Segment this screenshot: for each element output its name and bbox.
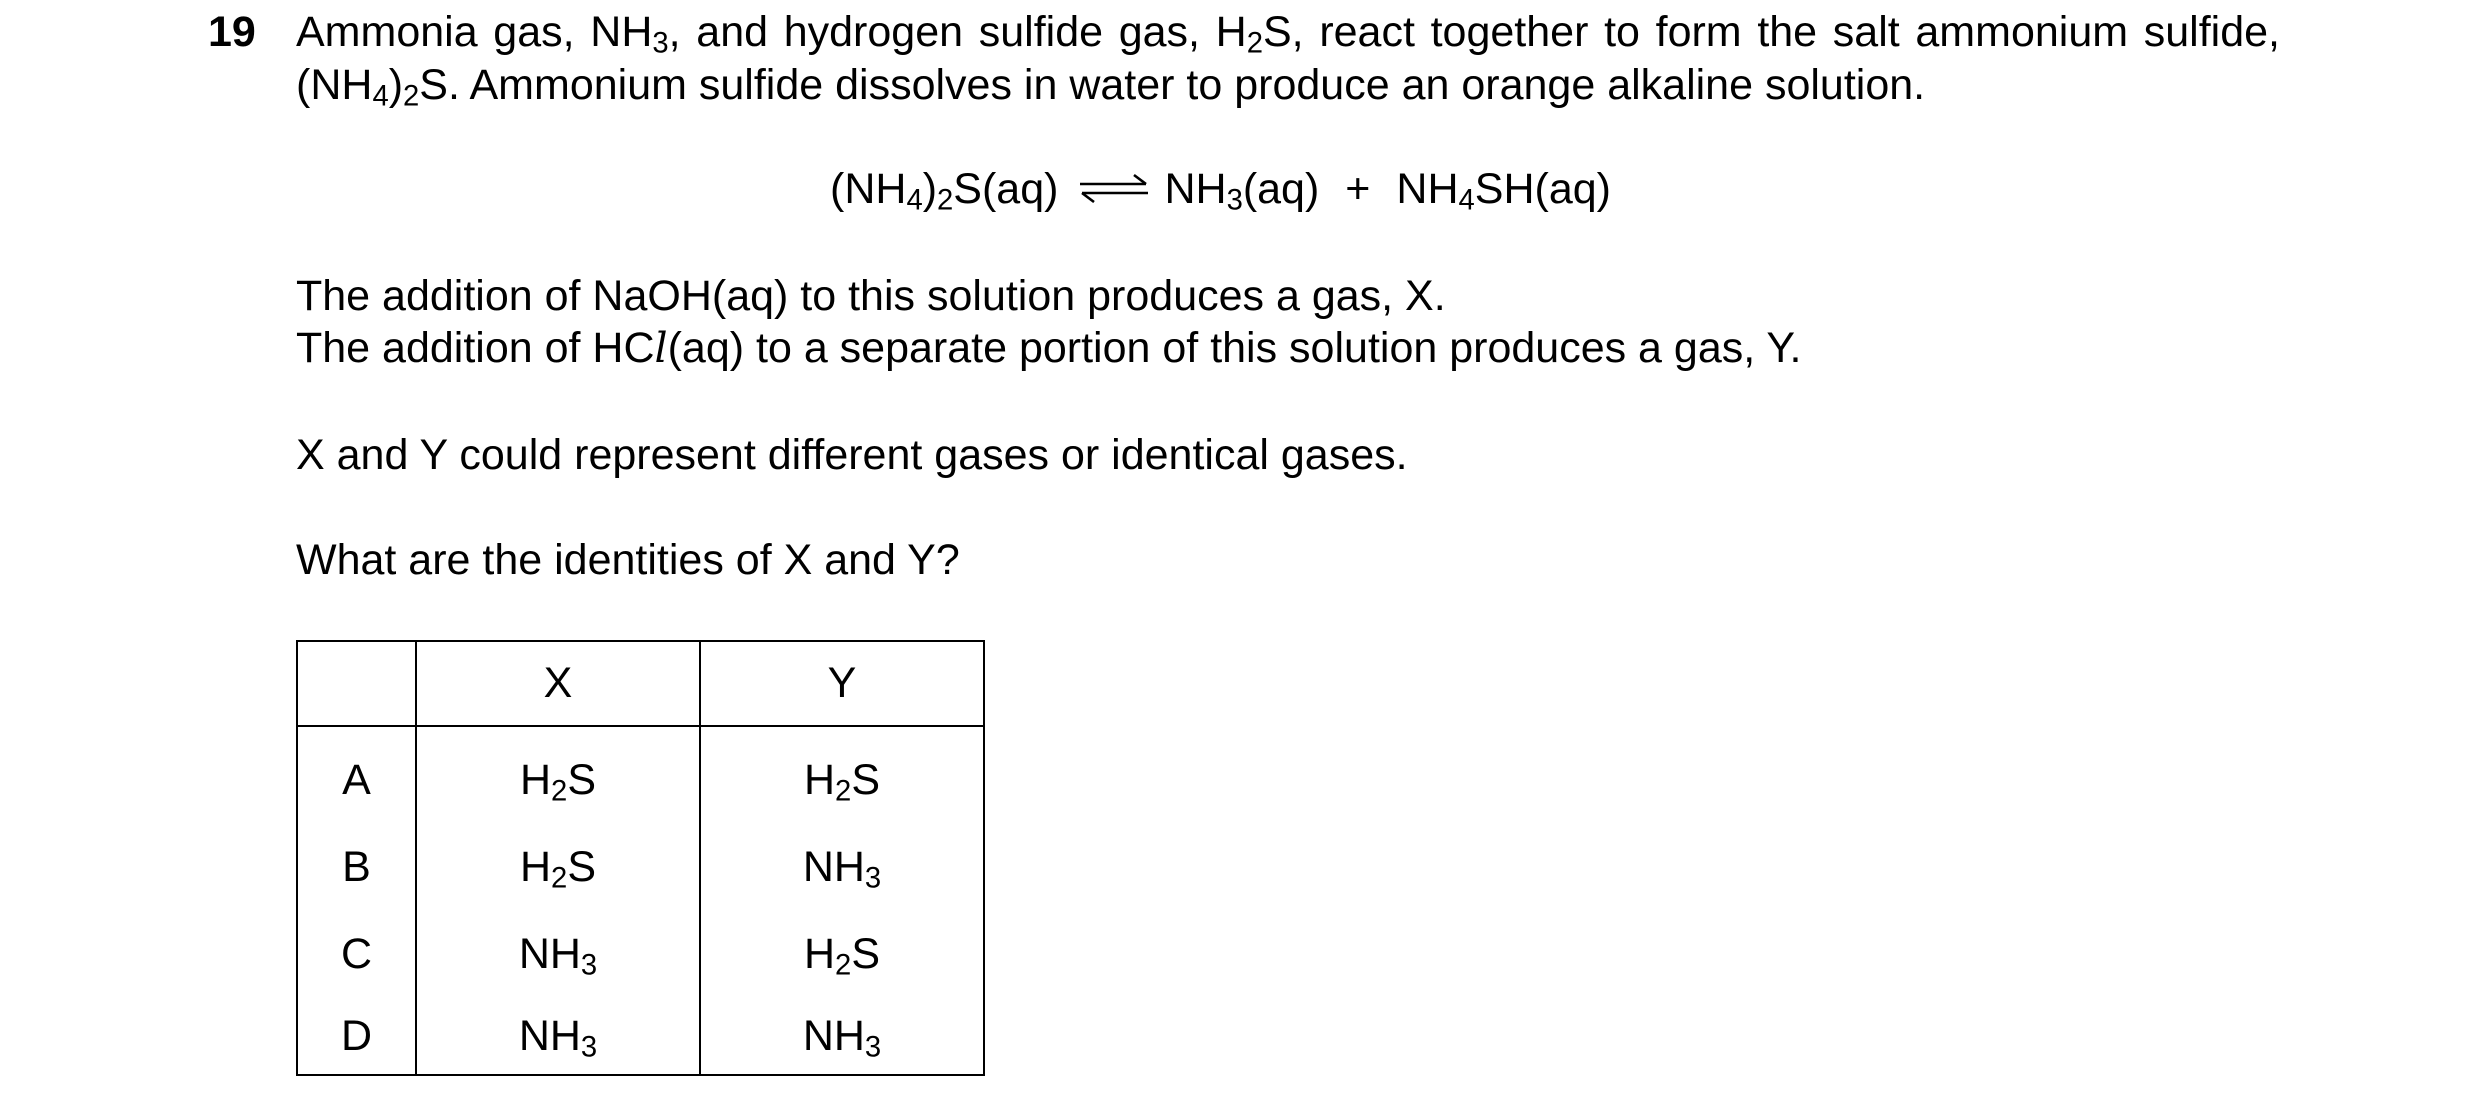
answer-options-table: [296, 640, 985, 1076]
table-row: [297, 998, 984, 1075]
option-d-x: $NH_3$: [416, 998, 700, 1075]
hcl-statement: [296, 322, 1801, 374]
question-intro: Ammonia gas, $NH_3$, and hydrogen sulfide gas, $H_2S$, react together to form the salt ammonium sulfide, $(NH_4)_2S$. Ammonium sulfide dissolves in water to produce an orange alkaline solution.: [296, 8, 2280, 113]
table-row: [297, 824, 984, 911]
hcl-statement-end: (aq) to a separate portion of this solution produces a gas, Y.: [667, 324, 1802, 372]
gases-statement: X and Y could represent different gases or identical gases.: [296, 431, 1408, 479]
option-a-x: $H_2S$: [416, 726, 700, 824]
hcl-chlorine-l: l: [654, 324, 668, 372]
question-number: 19: [208, 8, 256, 56]
option-letter-a: A: [297, 726, 416, 824]
header-blank: [297, 641, 416, 726]
equation-product-2: $NH_4SH(aq)$: [1396, 165, 1611, 217]
option-letter-c: C: [297, 911, 416, 998]
hcl-statement-start: The addition of HC: [296, 324, 655, 372]
equation-reactant: $(NH_4)_2S(aq)$: [830, 165, 1059, 217]
table-header-row: [297, 641, 984, 726]
equation-product-1: $NH_3(aq)$: [1164, 165, 1320, 217]
table-row: [297, 726, 984, 824]
header-x: X: [416, 641, 700, 726]
header-y: Y: [700, 641, 984, 726]
table-row: [297, 911, 984, 998]
equilibrium-equation: [830, 163, 1611, 215]
naoh-statement: The addition of NaOH(aq) to this solution produces a gas, X.: [296, 272, 1446, 320]
option-a-y: $H_2S$: [700, 726, 984, 824]
option-letter-d: D: [297, 998, 416, 1075]
option-b-y: $NH_3$: [700, 824, 984, 911]
option-b-x: $H_2S$: [416, 824, 700, 911]
option-c-x: $NH_3$: [416, 911, 700, 998]
equilibrium-arrow-icon: [1078, 173, 1150, 203]
option-d-y: $NH_3$: [700, 998, 984, 1075]
equation-plus: +: [1345, 165, 1371, 213]
option-letter-b: B: [297, 824, 416, 911]
option-c-y: $H_2S$: [700, 911, 984, 998]
question-prompt: What are the identities of X and Y?: [296, 536, 960, 584]
